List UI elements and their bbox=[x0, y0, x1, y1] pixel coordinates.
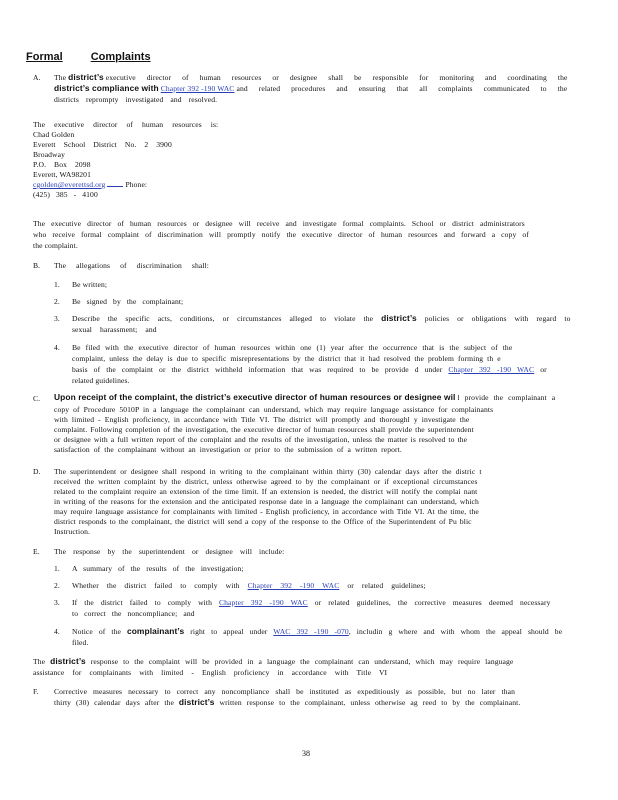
section-d-line7: Instruction. bbox=[54, 527, 90, 536]
section-c-line2: copy of Procedure 5010P in a language the complainant can understand, which may require language assistance for complainants bbox=[54, 405, 494, 414]
contact-city: Everett, WA98201 bbox=[33, 170, 91, 179]
contact-phone: (425) 385 - 4100 bbox=[33, 190, 98, 199]
section-a-line1: The district’s executive director of human resources or designee shall be responsible for monitoring and coordinating the bbox=[54, 72, 568, 82]
contact-street: Broadway bbox=[33, 150, 66, 159]
section-a-letter: A. bbox=[33, 73, 41, 82]
section-e-item2: Whether the district failed to comply with Chapter 392 -190 WAC or related guidelines; bbox=[72, 581, 426, 590]
chapter-392-190-link[interactable]: Chapter 392 -190 WAC bbox=[448, 365, 535, 374]
para2-line3: the complaint. bbox=[33, 241, 78, 250]
section-e-intro: The response by the superintendent or designee will include: bbox=[54, 547, 285, 556]
section-d-letter: D. bbox=[33, 467, 41, 476]
section-d-line4: in writing of the reasons for the extension and the anticipated response date in a language the complainant can understand, which bbox=[54, 497, 479, 506]
section-e-item3-line1: If the district failed to comply with Chapter 392 -190 WAC or related guidelines, the corrective measures deemed necessary bbox=[72, 598, 551, 607]
section-c-letter: C. bbox=[33, 394, 41, 403]
contact-box: P.O. Box 2098 bbox=[33, 160, 91, 169]
section-b-item4-line3: basis of the complaint or the district withheld information that was required to be provide d under Chapter 392 -190 WAC or bbox=[72, 365, 547, 374]
section-c-line4: complaint. Following completion of the investigation, the executive director of human resources shall provide the superintendent bbox=[54, 425, 474, 434]
section-e-item3-line2: to correct the noncompliance; and bbox=[72, 609, 195, 618]
section-b-item3-line1: Describe the specific acts, conditions, or circumstances alleged to violate the district’s policies or obligations with regard to bbox=[72, 313, 571, 323]
section-a-line3: districts reprompty investigated and resolved. bbox=[54, 95, 218, 104]
section-e-item3-num: 3. bbox=[54, 598, 60, 607]
section-b-item2-num: 2. bbox=[54, 297, 60, 306]
contact-name: Chad Golden bbox=[33, 130, 75, 139]
section-e-item4-line1: Notice of the complainant’s right to appeal under WAC 392 -190 -070, includin g where and with whom the appeal should be bbox=[72, 626, 563, 636]
section-d-line3: related to the complaint require an extension of the time limit. If an extension is needed, the district will notify the complai nant bbox=[54, 487, 478, 496]
para3-line2: assistance for complainants with limited - English proficiency in accordance with Title VI bbox=[33, 668, 388, 677]
section-f-line2: thirty (30) calendar days after the district’s written response to the complainant, unless otherwise ag reed to by the complainant. bbox=[54, 697, 521, 707]
section-b-item3-num: 3. bbox=[54, 314, 60, 323]
section-c-line1: Upon receipt of the complaint, the district’s executive director of human resources or designee wil l provide the complainant a bbox=[54, 392, 556, 402]
section-f-letter: F. bbox=[33, 687, 39, 696]
para2-line2: who receive formal complaint of discrimination will promptly notify the executive director of human resources and forward a copy of bbox=[33, 230, 529, 239]
section-a-line2: district’s compliance with Chapter 392 -190 WAC and related procedures and ensuring that all complaints communicated to the bbox=[54, 83, 568, 93]
section-b-intro: The allegations of discrimination shall: bbox=[54, 261, 209, 270]
section-heading bbox=[26, 51, 173, 63]
section-b-letter: B. bbox=[33, 261, 41, 270]
contact-email-line: cgolden@everettsd.org Phone: bbox=[33, 180, 148, 189]
chapter-392-190-link[interactable]: Chapter 392 -190 WAC bbox=[247, 581, 340, 590]
heading-right: Complaints bbox=[90, 51, 151, 63]
section-b-item4-line1: Be filed with the executive director of human resources within one (1) year after the occurrence that is the subject of the bbox=[72, 343, 513, 352]
email-link[interactable]: cgolden@everettsd.org bbox=[33, 180, 106, 189]
contact-intro: The executive director of human resources is: bbox=[33, 120, 219, 129]
para3-line1: The district’s response to the complaint will be provided in a language the complainant can understand, which may require language bbox=[33, 656, 514, 666]
section-d-line6: district responds to the complainant, the district will send a copy of the response to the Office of the Superintendent of Pu blic bbox=[54, 517, 472, 526]
para2-line1: The executive director of human resources or designee will receive and investigate formal complaints. School or district administrators bbox=[33, 219, 525, 228]
section-d-line2: received the written complaint by the district, unless otherwise agreed to by the complainant or if exceptional circumstances bbox=[54, 477, 478, 486]
section-e-item1-num: 1. bbox=[54, 564, 60, 573]
chapter-392-190-link[interactable]: Chapter 392 -190 WAC bbox=[219, 598, 308, 607]
section-b-item1-num: 1. bbox=[54, 280, 60, 289]
section-e-item4-line2: filed. bbox=[72, 638, 89, 647]
section-d-line1: The superintendent or designee shall respond in writing to the complainant within thirty (30) calendar days after the distric t bbox=[54, 467, 482, 476]
section-e-item4-num: 4. bbox=[54, 627, 60, 636]
section-b-item4-line2: complaint, unless the delay is due to specific misrepresentations by the district that it had resolved the problem forming th e bbox=[72, 354, 501, 363]
section-b-item4-line4: related guidelines. bbox=[72, 376, 130, 385]
section-c-line3: with limited - English proficiency, in accordance with Title VI. The district will promptly and thoroughl y investigate the bbox=[54, 415, 470, 424]
section-b-item2: Be signed by the complainant; bbox=[72, 297, 184, 306]
section-e-letter: E. bbox=[33, 547, 40, 556]
section-e-item2-num: 2. bbox=[54, 581, 60, 590]
wac-392-190-070-link[interactable]: WAC 392 -190 -070 bbox=[273, 627, 349, 636]
section-b-item1: Be written; bbox=[72, 280, 108, 289]
section-e-item1: A summary of the results of the investigation; bbox=[72, 564, 244, 573]
section-b-item4-num: 4. bbox=[54, 343, 60, 352]
section-d-line5: may require language assistance for complainants with limited - English proficiency, in accordance with Title VI. At the time, the bbox=[54, 507, 479, 516]
page-number: 38 bbox=[302, 749, 310, 758]
section-c-line6: satisfaction of the complainant without an investigation or prior to the submission of a written report. bbox=[54, 445, 402, 454]
section-f-line1: Corrective measures necessary to correct any noncompliance shall be instituted as expeditiously as possible, but no later than bbox=[54, 687, 516, 696]
section-b-item3-line2: sexual harassment; and bbox=[72, 325, 157, 334]
chapter-392-190-link[interactable]: Chapter 392 -190 WAC bbox=[160, 84, 235, 93]
section-c-line5: or designee with a full written report of the complaint and the results of the investigation, unless the matter is resolved to the bbox=[54, 435, 468, 444]
contact-school: Everett School District No. 2 3900 bbox=[33, 140, 172, 149]
heading-left: Formal bbox=[26, 51, 63, 63]
